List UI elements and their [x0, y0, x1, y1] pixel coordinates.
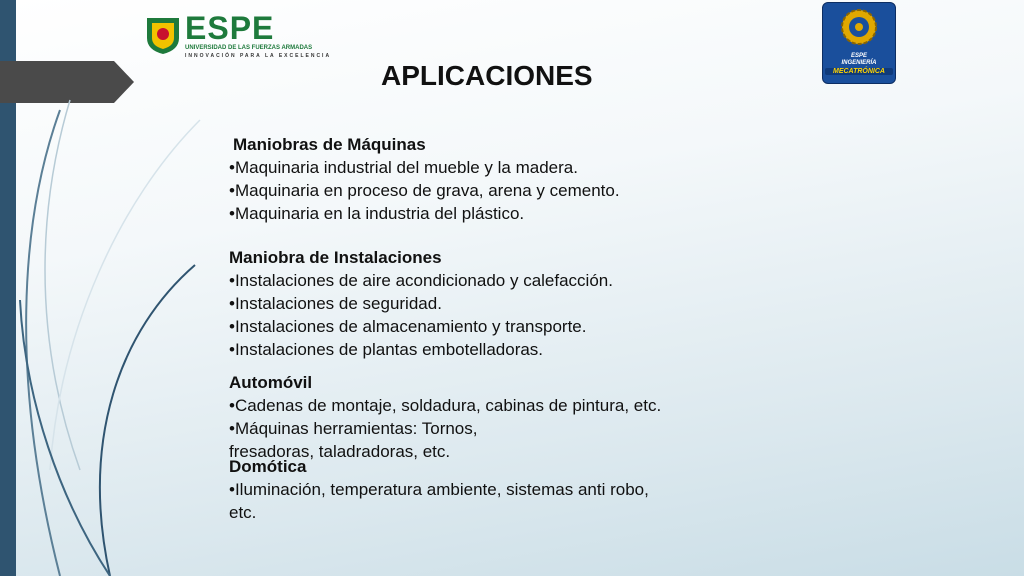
list-item: •Instalaciones de almacenamiento y transporte. — [229, 317, 587, 336]
section-maniobras-maquinas-items — [229, 156, 620, 225]
section-heading: Automóvil — [229, 373, 313, 392]
espe-logo-subtitle: UNIVERSIDAD DE LAS FUERZAS ARMADAS — [185, 45, 313, 51]
section-heading: Domótica — [229, 457, 307, 476]
slide-title: APLICACIONES — [381, 60, 593, 91]
gear-icon — [837, 5, 881, 49]
section-maniobra-instalaciones — [229, 246, 613, 361]
list-item: •Maquinaria en proceso de grava, arena y cemento. — [229, 181, 620, 200]
list-item: etc. — [229, 503, 257, 522]
list-item: •Instalaciones de plantas embotelladoras. — [229, 340, 544, 359]
list-item: •Maquinaria industrial del mueble y la madera. — [229, 158, 578, 177]
list-item: •Maquinaria en la industria del plástico. — [229, 204, 525, 223]
espe-logo — [143, 10, 332, 59]
section-heading: Maniobras de Máquinas — [233, 135, 426, 154]
espe-logo-text: ESPE — [185, 10, 275, 46]
espe-crest-icon — [143, 14, 183, 56]
list-item: •Cadenas de montaje, soldadura, cabinas de pintura, etc. — [229, 396, 662, 415]
list-item: •Máquinas herramientas: Tornos, — [229, 419, 478, 438]
list-item: fresadoras, taladradoras, etc. — [229, 442, 451, 461]
section-automovil — [229, 371, 661, 463]
mecatronica-logo-line2: INGENIERÍA — [841, 60, 877, 66]
list-item: •Iluminación, temperatura ambiente, sistemas anti robo, — [229, 480, 649, 499]
section-domotica — [229, 455, 649, 524]
mecatronica-logo-line1: ESPE — [850, 53, 867, 59]
decorative-curves — [0, 0, 260, 576]
espe-logo-tagline: INNOVACIÓN PARA LA EXCELENCIA — [185, 53, 332, 59]
mecatronica-logo-line3: MECATRÓNICA — [825, 68, 893, 75]
list-item: •Instalaciones de seguridad. — [229, 294, 442, 313]
section-heading: Maniobra de Instalaciones — [229, 248, 442, 267]
section-maniobras-maquinas — [233, 133, 426, 156]
list-item: •Instalaciones de aire acondicionado y calefacción. — [229, 271, 613, 290]
mecatronica-logo — [822, 2, 896, 84]
